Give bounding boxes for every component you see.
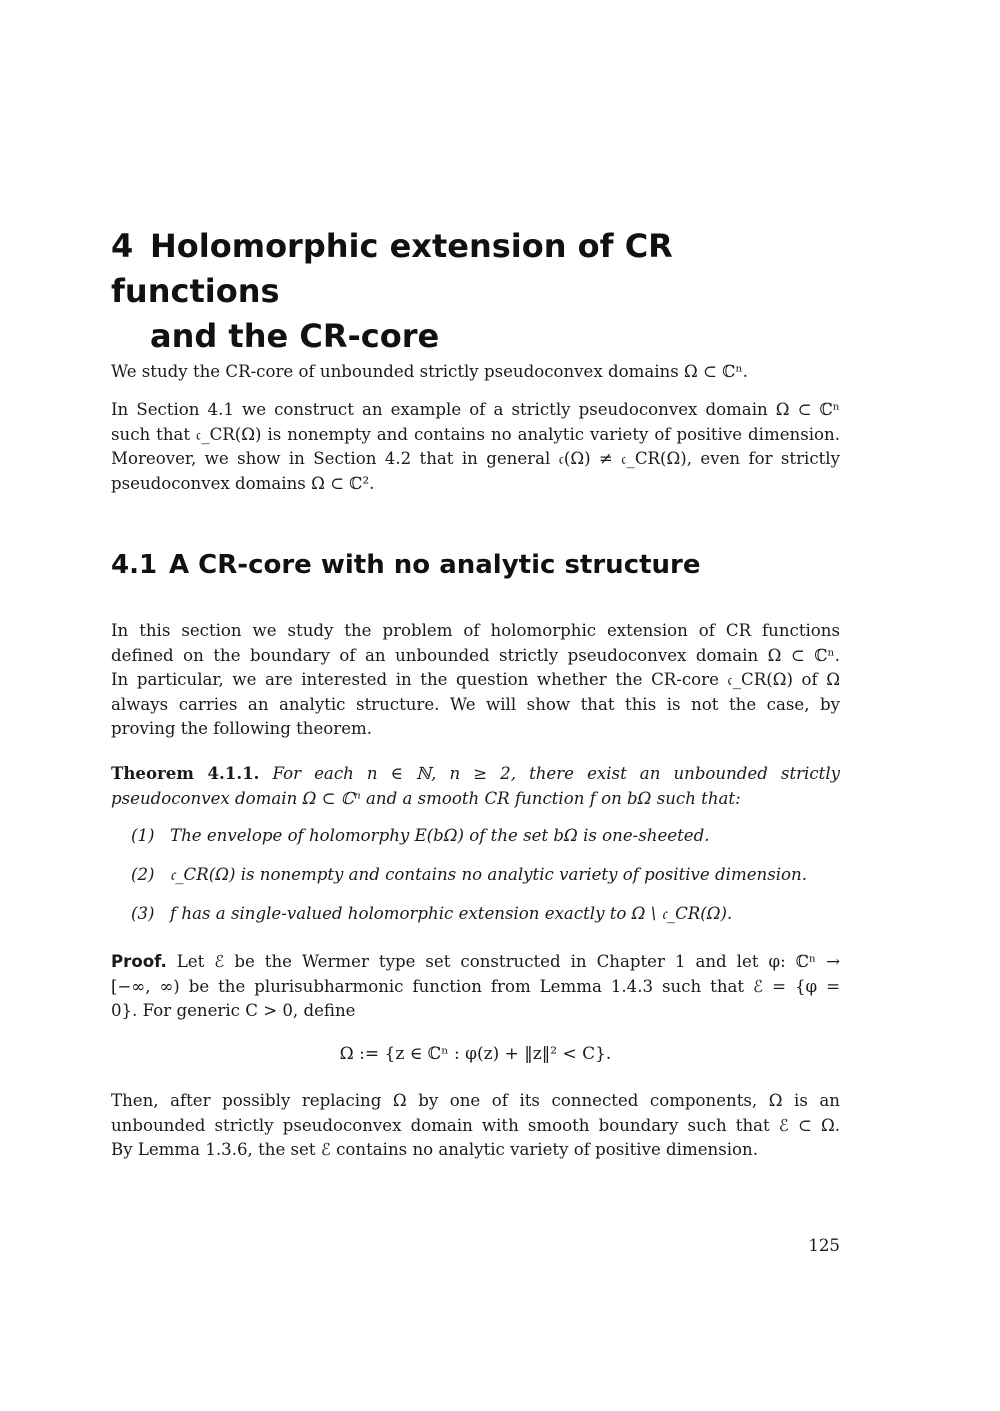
intro-p2-line: pseudoconvex domains Ω ⊂ ℂ². — [111, 473, 375, 493]
section-paragraph — [111, 619, 840, 742]
section-para-line: In this section we study the problem of holomorphic extension of CR functions — [111, 621, 840, 640]
theorem-item-number: (3) — [131, 904, 155, 923]
theorem-line1: For each n ∈ ℕ, n ≥ 2, there exist an unbounded strictly — [272, 764, 840, 783]
section-para-line: defined on the boundary of an unbounded strictly pseudoconvex domain Ω ⊂ ℂⁿ. — [111, 645, 840, 665]
theorem-item-text: The envelope of holomorphy E(bΩ) of the set bΩ is one-sheeted. — [170, 826, 710, 845]
proof-after-line: By Lemma 1.3.6, the set ℰ contains no analytic variety of positive dimension. — [111, 1140, 758, 1159]
proof-label: Proof. — [111, 952, 167, 971]
theorem-item-number: (1) — [131, 826, 155, 845]
proof-line2: [−∞, ∞) be the plurisubharmonic function from Lemma 1.4.3 such that ℰ = {φ = — [111, 976, 840, 996]
theorem-statement — [111, 761, 840, 811]
section-title — [111, 547, 840, 583]
page — [111, 0, 840, 1411]
theorem-label: Theorem 4.1.1. — [111, 763, 260, 783]
proof-line1: Let ℰ be the Wermer type set constructed in Chapter 1 and let φ: ℂⁿ → — [176, 952, 840, 971]
section-para-line: proving the following theorem. — [111, 719, 373, 738]
theorem-item-number: (2) — [131, 865, 155, 884]
proof-after-line: unbounded strictly pseudoconvex domain with smooth boundary such that ℰ ⊂ Ω. — [111, 1115, 840, 1135]
intro-p2-line: such that 𝔠_CR(Ω) is nonempty and contains no analytic variety of positive dimension. — [111, 424, 840, 444]
section-title-text: A CR-core with no analytic structure — [169, 550, 701, 580]
chapter-number: 4 — [111, 227, 134, 265]
proof-line3: 0}. For generic C > 0, define — [111, 1001, 356, 1020]
intro-paragraph-1 — [111, 360, 840, 385]
chapter-title-line1: Holomorphic extension of CR functions — [111, 227, 673, 310]
theorem-item-2 — [131, 863, 840, 888]
display-equation: Ω := {z ∈ ℂⁿ : φ(z) + ‖z‖² < C}. — [339, 1044, 612, 1064]
intro-paragraph-2 — [111, 398, 840, 496]
chapter-title-line2: and the CR-core — [150, 317, 440, 355]
intro-p1-text: We study the CR-core of unbounded strictly pseudoconvex domains Ω ⊂ ℂⁿ. — [111, 362, 748, 381]
section-para-line: In particular, we are interested in the question whether the CR-core 𝔠_CR(Ω) of Ω — [111, 670, 840, 689]
proof-paragraph — [111, 950, 840, 1024]
theorem-line2: pseudoconvex domain Ω ⊂ ℂⁿ and a smooth CR function f on bΩ such that: — [111, 788, 741, 808]
page-number: 125 — [808, 1236, 840, 1255]
theorem-item-1 — [131, 824, 840, 849]
theorem-item-3 — [131, 902, 840, 927]
section-para-line: always carries an analytic structure. We will show that this is not the case, by — [111, 694, 840, 714]
section-number: 4.1 — [111, 550, 158, 580]
proof-continuation — [111, 1089, 840, 1163]
theorem-item-text: 𝔠_CR(Ω) is nonempty and contains no analytic variety of positive dimension. — [170, 865, 807, 884]
theorem-item-text: f has a single-valued holomorphic extension exactly to Ω \ 𝔠_CR(Ω). — [170, 904, 733, 923]
proof-after-line: Then, after possibly replacing Ω by one of its connected components, Ω is an — [111, 1091, 840, 1110]
intro-p2-line: Moreover, we show in Section 4.2 that in general 𝔠(Ω) ≠ 𝔠_CR(Ω), even for strictly — [111, 449, 840, 468]
chapter-title — [111, 224, 840, 359]
intro-p2-line: In Section 4.1 we construct an example of a strictly pseudoconvex domain Ω ⊂ ℂⁿ — [111, 400, 840, 419]
